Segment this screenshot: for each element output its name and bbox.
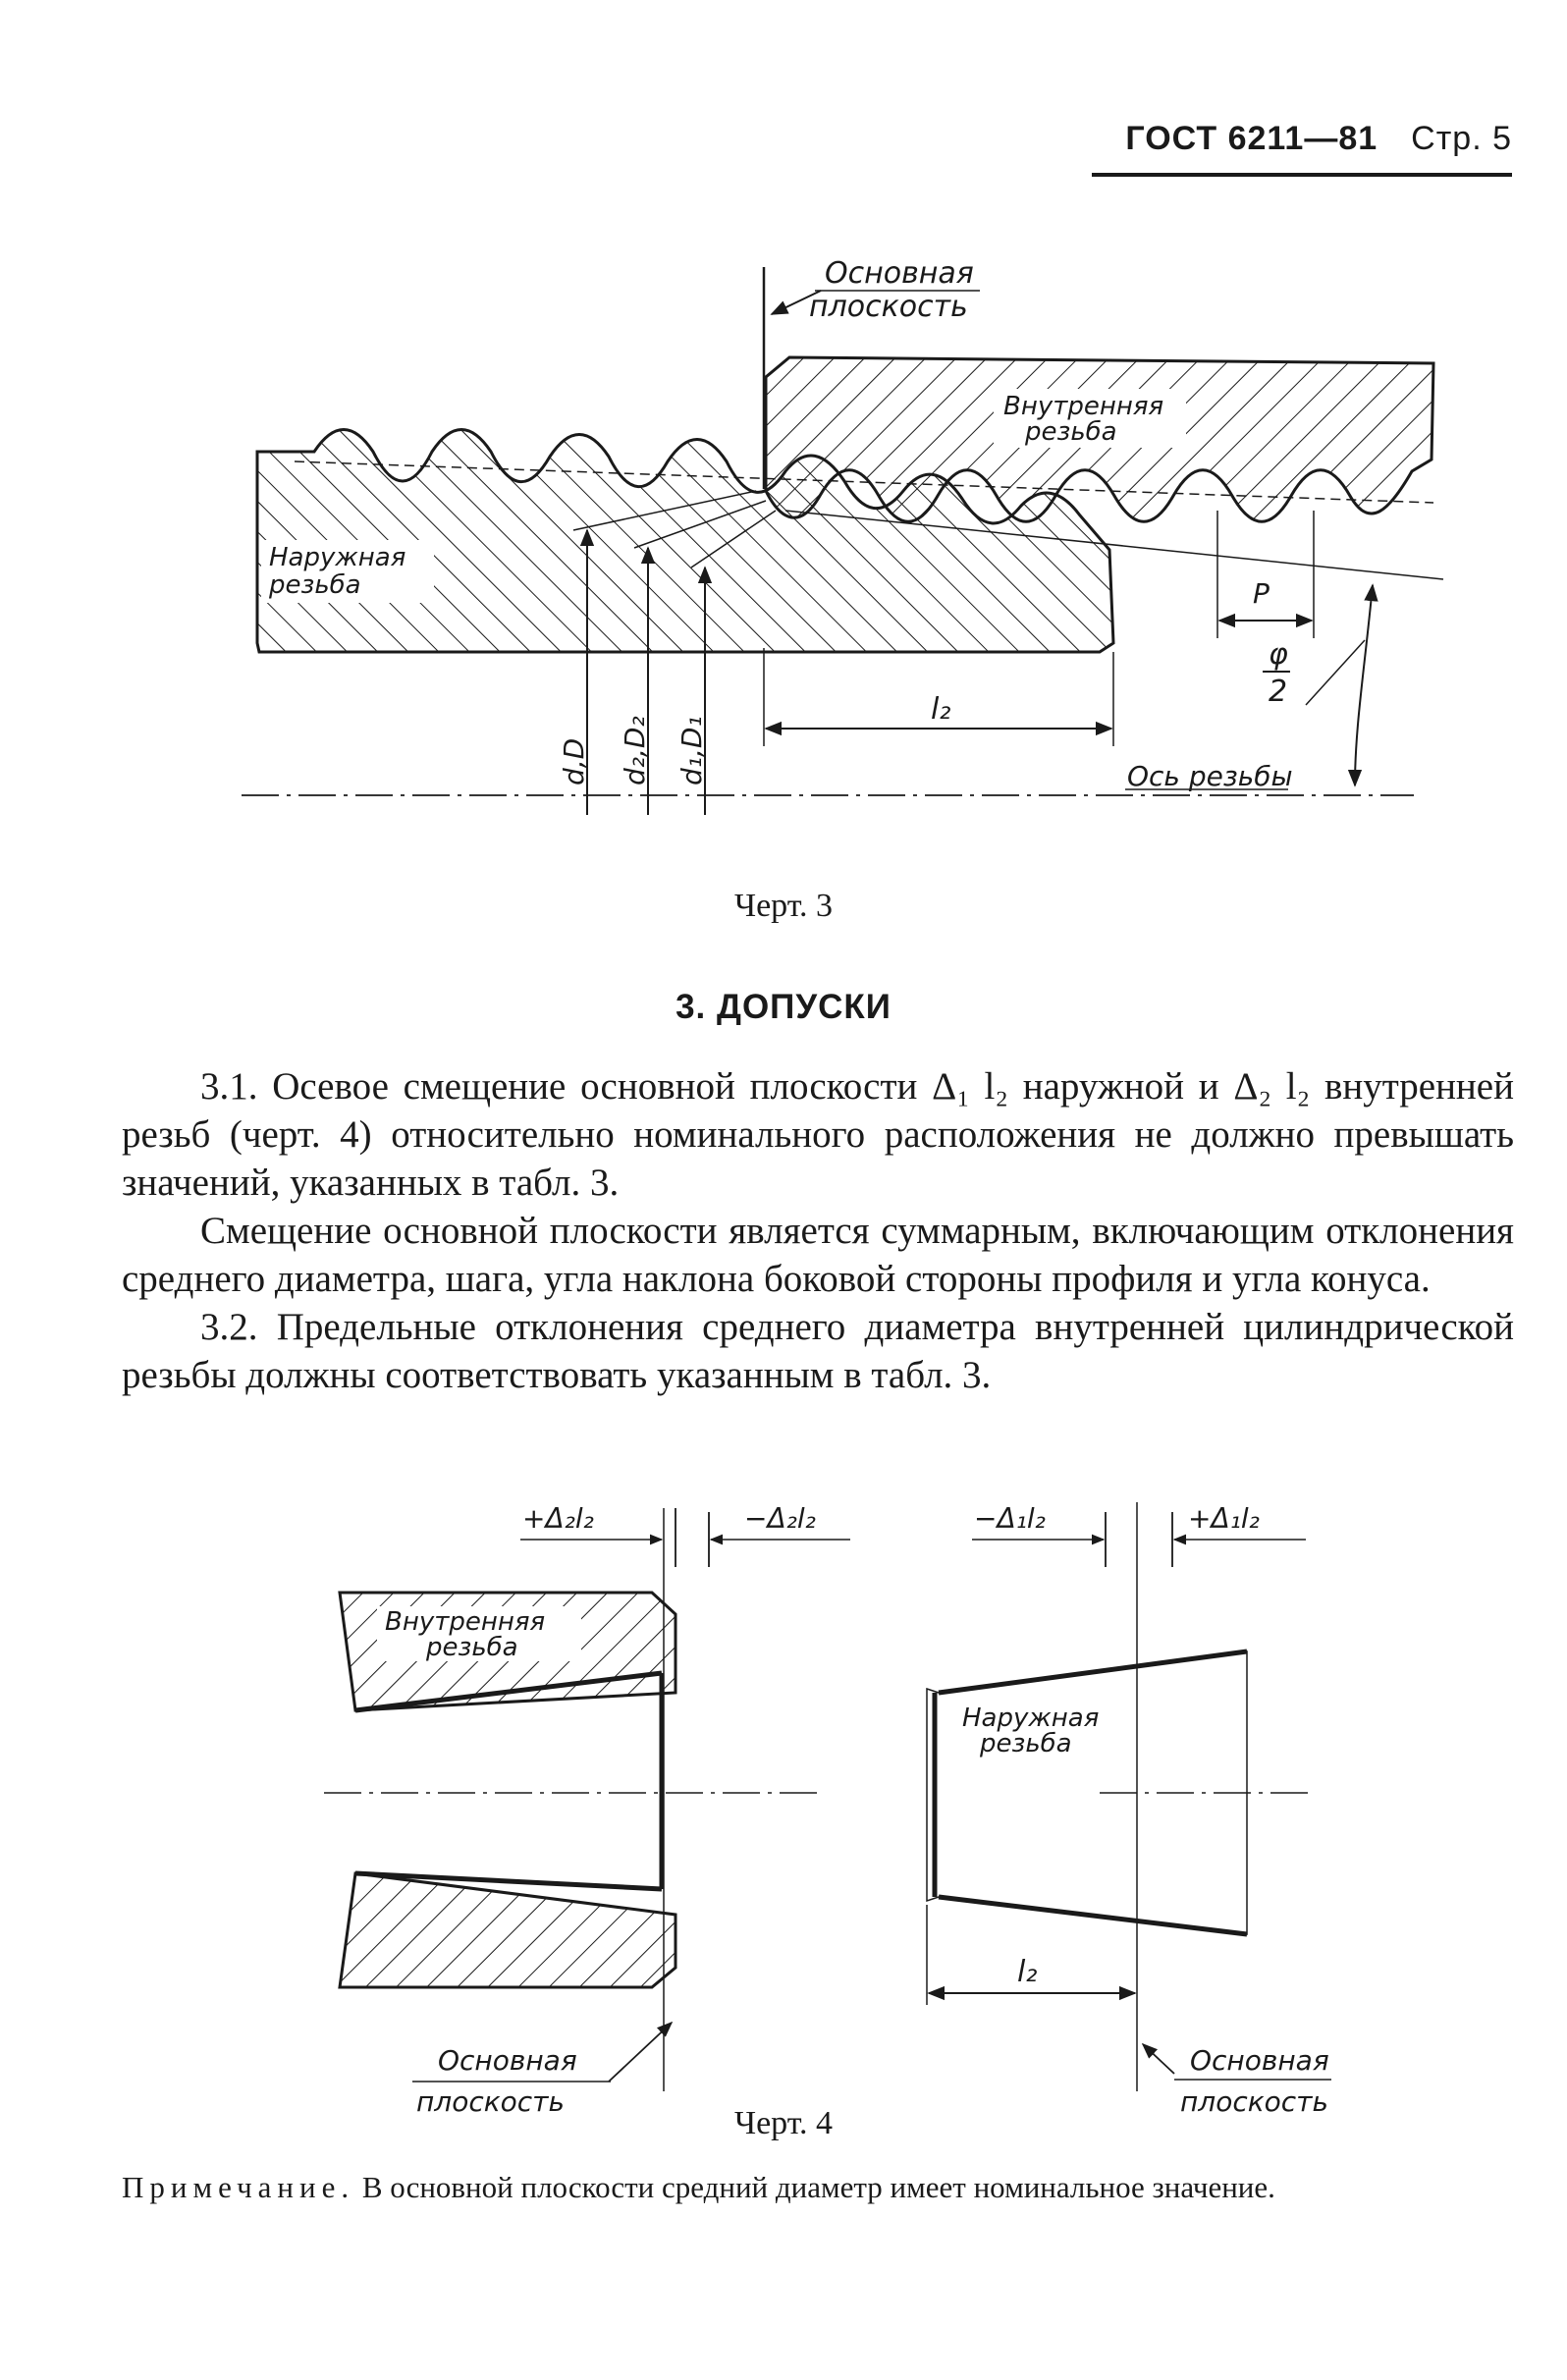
f4-internal-bottom [340, 1873, 675, 1987]
note-lead: Примечание. [122, 2170, 355, 2204]
figure-3-caption: Черт. 3 [733, 888, 834, 924]
f4-right-plane-label-1: Основная [1190, 2044, 1329, 2077]
section-body [122, 1062, 1514, 1399]
d-major-label: d,D [558, 737, 590, 785]
paragraph-3-2: 3.2. Предельные отклонения среднего диаметра внутренней цилиндрической резьбы должны соответствовать указанным в табл. 3. [122, 1306, 1514, 1396]
figure-3 [242, 256, 1443, 815]
angle-denominator: 2 [1269, 675, 1288, 709]
figure-4 [324, 1502, 1331, 2118]
f4-right-plane-leader [1143, 2044, 1174, 2074]
f4-external-cone-bottom [939, 1897, 1247, 1934]
external-label-2: резьба [269, 570, 361, 600]
section-title: 3. ДОПУСКИ [675, 988, 892, 1026]
d-pitch-label: d₂,D₂ [619, 716, 651, 785]
f4-plus-d2-label: +Δ₂l₂ [522, 1502, 594, 1535]
f4-external-outline [927, 1651, 1247, 1934]
axis-label: Ось резьбы [1127, 760, 1293, 792]
f4-internal-label-2: резьба [426, 1633, 518, 1662]
f4-right-plane-label-2: плоскость [1180, 2085, 1328, 2118]
note-text: В основной плоскости средний диаметр имеет номинальное значение. [361, 2170, 1275, 2204]
f4-minus-d2-label: −Δ₂l₂ [744, 1502, 816, 1535]
f4-l2-label: l₂ [1017, 1955, 1038, 1989]
f4-external-label-2: резьба [980, 1729, 1072, 1758]
f4-minus-d1-label: −Δ₁l₂ [974, 1502, 1046, 1535]
f4-plus-d1-label: +Δ₁l₂ [1188, 1502, 1260, 1535]
angle-leader [1306, 640, 1365, 705]
angle-arc [1355, 585, 1373, 785]
f4-external-cone-top [939, 1651, 1247, 1693]
l2-label: l₂ [931, 692, 951, 727]
page-number: Стр. 5 [1411, 120, 1512, 157]
f4-internal-label-1: Внутренняя [385, 1607, 546, 1637]
internal-label-1: Внутренняя [1003, 392, 1164, 421]
note [122, 2164, 1514, 2210]
standard-number: ГОСТ 6211—81 [1125, 120, 1378, 157]
internal-label-2: резьба [1025, 417, 1117, 447]
paragraph-3-1-cont: Смещение основной плоскости является суммарным, включающим отклонения среднего диаметра, шага, угла наклона боковой стороны профиля и угла конуса. [122, 1210, 1514, 1300]
figure-4-caption: Черт. 4 [733, 2105, 834, 2141]
paragraph-3-1: 3.1. Осевое смещение основной плоскости Δ₁ l₂ наружной и Δ₂ l₂ внутренней резьб (черт. 4) относительно номинального расположения не должно превышать значений, указанных в табл. 3. [122, 1065, 1514, 1204]
f4-left-plane-label-2: плоскость [416, 2085, 565, 2118]
d-minor-label: d₁,D₁ [675, 716, 708, 785]
angle-numerator: φ [1269, 637, 1288, 672]
pitch-label: P [1253, 577, 1270, 610]
f4-left-plane-label-1: Основная [438, 2044, 577, 2077]
main-plane-label-2: плоскость [809, 290, 968, 324]
main-plane-label-1: Основная [825, 256, 974, 291]
f4-external-label-1: Наружная [962, 1704, 1100, 1733]
external-label-1: Наружная [269, 543, 406, 572]
f4-left-plane-leader [609, 2023, 672, 2082]
